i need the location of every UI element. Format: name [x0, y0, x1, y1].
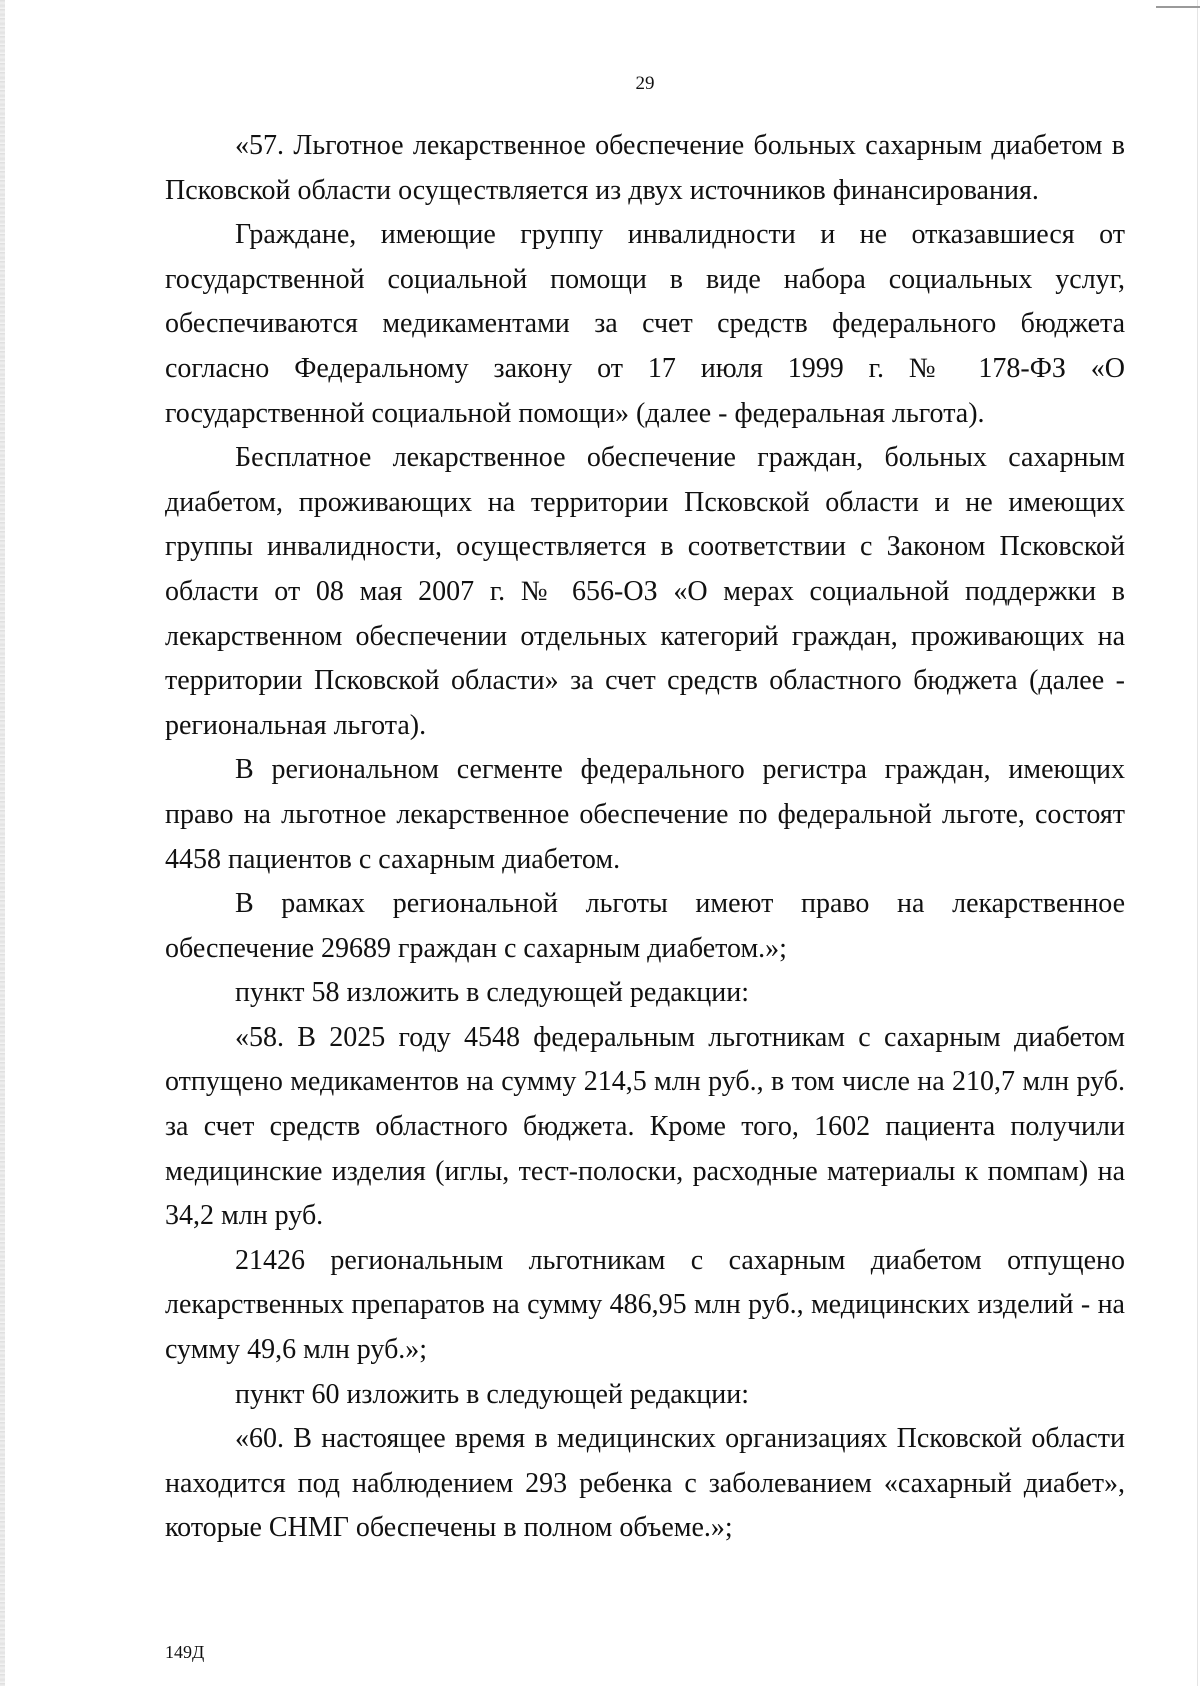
paragraph-regional-dispensed: 21426 региональным льготникам с сахарным диабетом отпущено лекарственных препаратов на сумму 486,95 млн руб., медицинских изделий - на сумму 49,6 млн руб.»;: [165, 1244, 1125, 1366]
page-number: 29: [635, 73, 655, 94]
paragraph-58: «58. В 2025 году 4548 федеральным льготникам с сахарным диабетом отпущено медикаментов на сумму 214,5 млн руб., в том числе на 210,7 млн руб. за счет средств областного бюджета. Кроме того, 1602 пациента получили медицинские изделия (иглы, тест-полоски, расходные материалы к помпам) на 34,2 млн руб.: [165, 1021, 1125, 1232]
paragraph-57-intro: «57. Льготное лекарственное обеспечение больных сахарным диабетом в Псковской области осуществляется из двух источников финансирования.: [165, 130, 1125, 206]
paragraph-amend-58: пункт 58 изложить в следующей редакции:: [235, 977, 749, 1009]
paragraph-federal-benefit: Граждане, имеющие группу инвалидности и не отказавшиеся от государственной социальной помощи в виде набора социальных услуг, обеспечиваются медикаментами за счет средств федерального бюджета согласно Федеральному закону от 17 июля 1999 г. № 178-ФЗ «О государственной социальной помощи» (далее - федеральная льгота).: [165, 219, 1125, 429]
paragraph-amend-60: пункт 60 изложить в следующей редакции:: [235, 1378, 749, 1410]
scan-edge-left: [0, 0, 5, 1686]
paragraph-regional-count: В рамках региональной льготы имеют право на лекарственное обеспечение 29689 граждан с сахарным диабетом.»;: [165, 888, 1125, 964]
paragraph-federal-register: В региональном сегменте федерального регистра граждан, имеющих право на льготное лекарственное обеспечение по федеральной льготе, состоят 4458 пациентов с сахарным диабетом.: [165, 754, 1125, 875]
paragraph-60: «60. В настоящее время в медицинских организациях Псковской области находится под наблюдением 293 ребенка с заболеванием «сахарный диабет», которые СНМГ обеспечены в полном объеме.»;: [165, 1423, 1125, 1544]
document-body: [165, 124, 1125, 1551]
scan-edge-right: [1197, 0, 1198, 1686]
footer-document-code: 149Д: [165, 1642, 205, 1662]
paragraph-regional-benefit: Бесплатное лекарственное обеспечение граждан, больных сахарным диабетом, проживающих на территории Псковской области и не имеющих группы инвалидности, осуществляется в соответствии с Законом Псковской области от 08 мая 2007 г. № 656-ОЗ «О мерах социальной поддержки в лекарственном обеспечении отдельных категорий граждан, проживающих на территории Псковской области» за счет средств областного бюджета (далее - региональная льгота).: [165, 442, 1125, 741]
scan-edge-top: [1156, 6, 1200, 8]
